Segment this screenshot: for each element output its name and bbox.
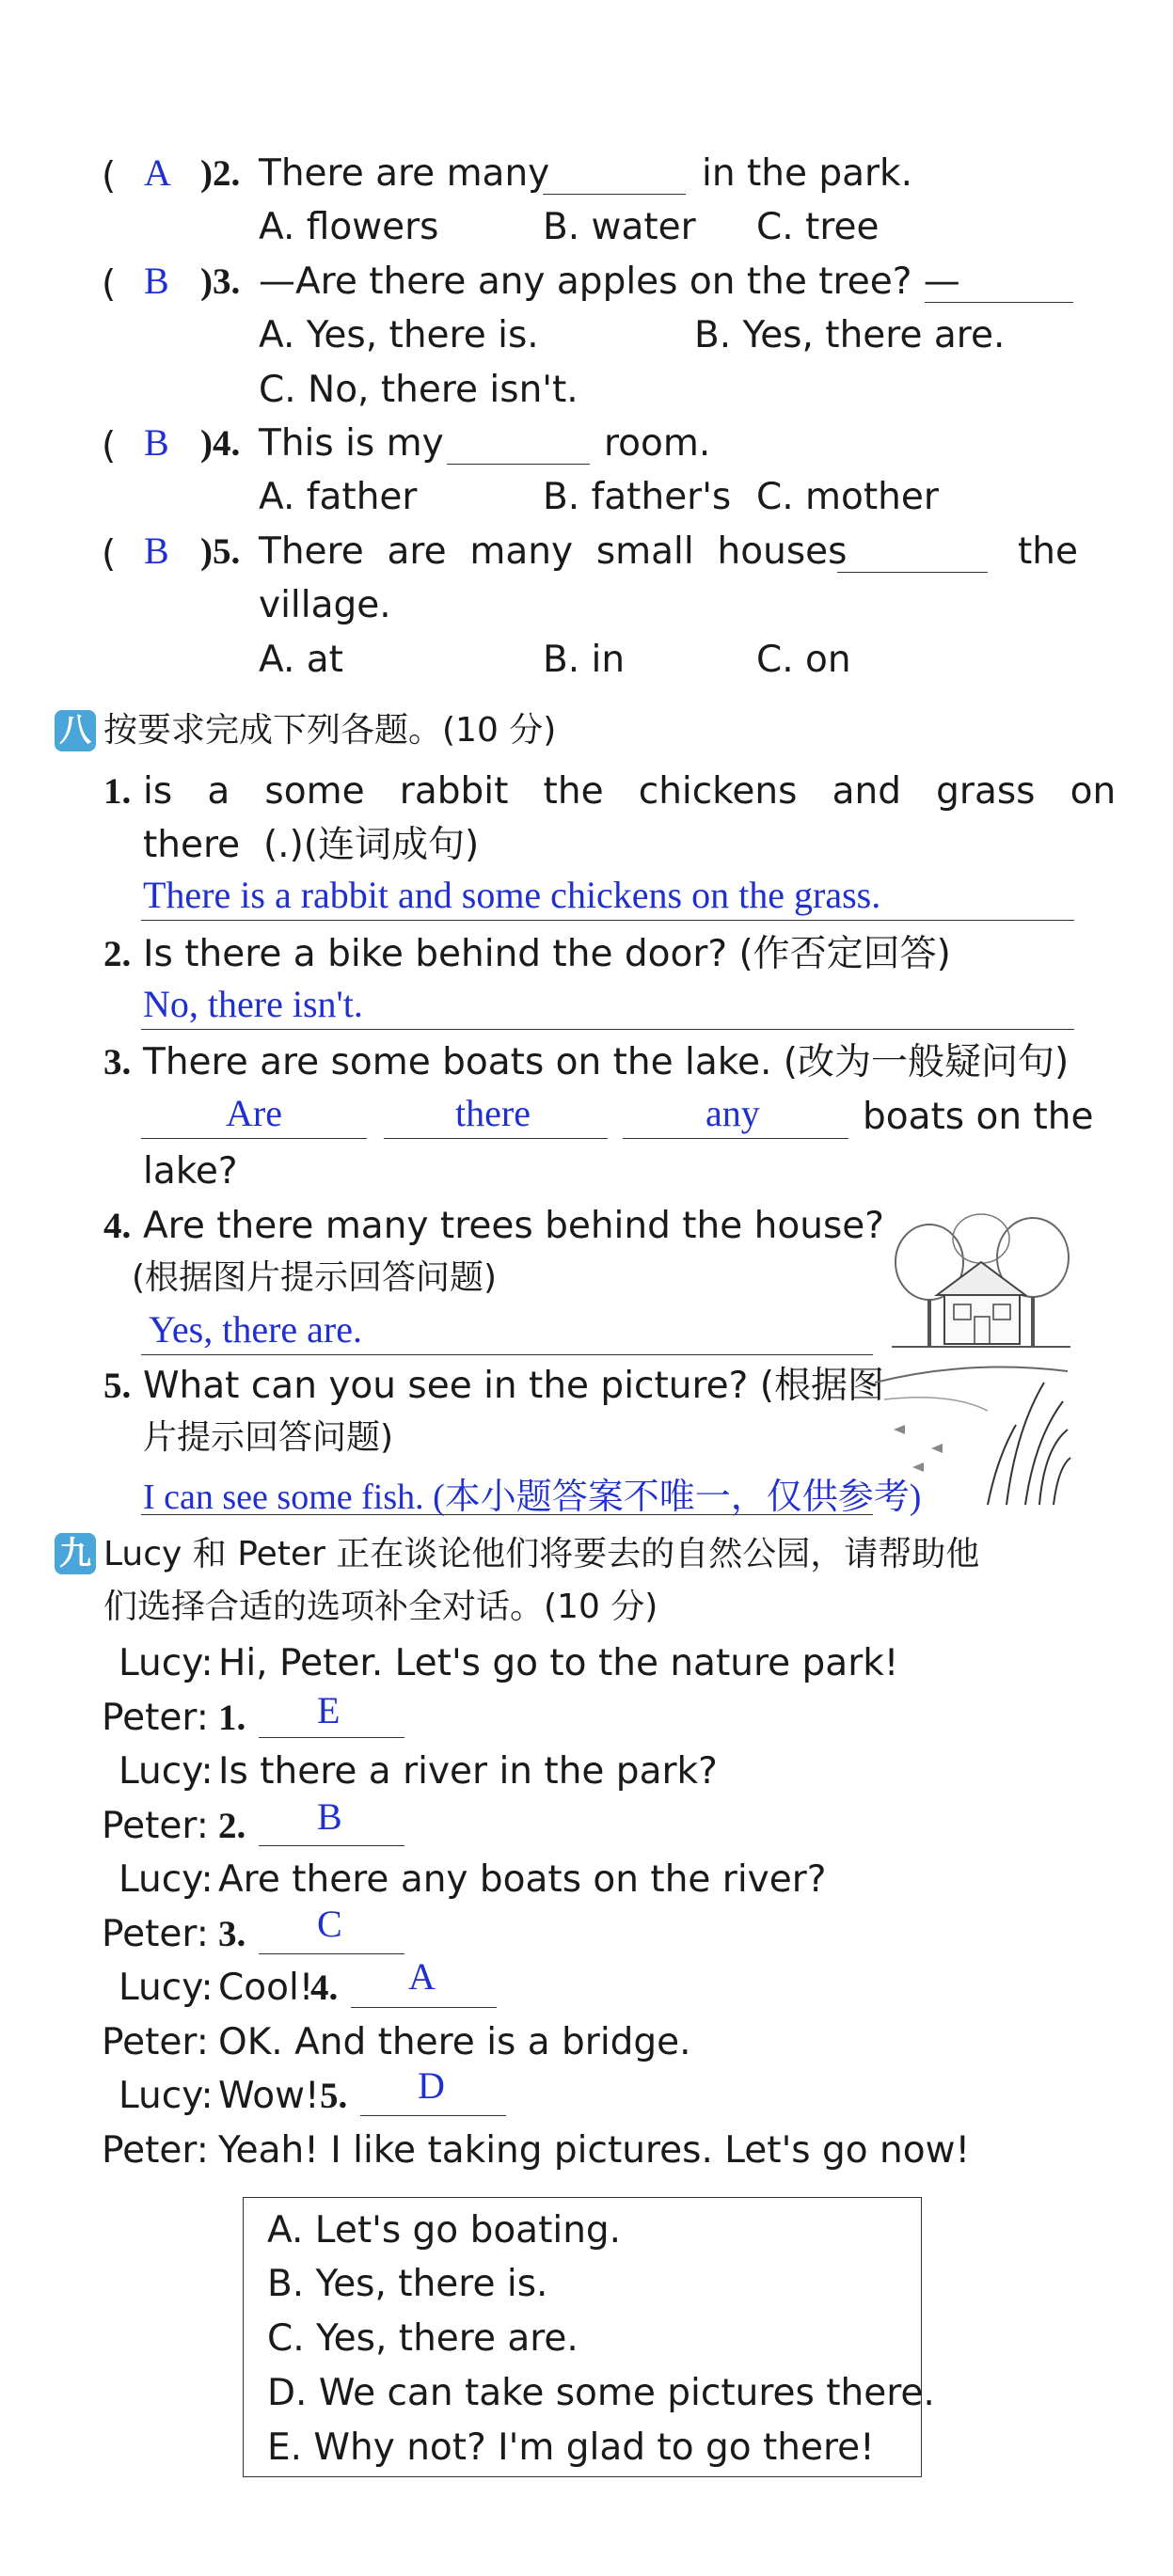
answer-line[interactable] bbox=[141, 1514, 873, 1515]
answer-blank[interactable] bbox=[925, 302, 1073, 303]
q3-option-a: A. Yes, there is. bbox=[259, 314, 539, 356]
s8-q2-text: Is there a bike behind the door? (作否定回答) bbox=[143, 933, 951, 975]
section-9-title-line2: 们选择合适的选项补全对话。(10 分) bbox=[103, 1588, 658, 1626]
answer-blank[interactable] bbox=[259, 1737, 404, 1738]
dialog-answer: B bbox=[317, 1795, 342, 1838]
answer-blank[interactable] bbox=[447, 464, 590, 465]
dialog-text: Yeah! I like taking pictures. Let's go now! bbox=[218, 2129, 971, 2172]
paren-open: ( bbox=[102, 425, 117, 467]
q3-option-b: B. Yes, there are. bbox=[694, 314, 1006, 356]
s8-q3-answer-1: Are bbox=[226, 1092, 282, 1134]
s8-q3-number: 3. bbox=[103, 1042, 132, 1083]
q4-option-b: B. father's bbox=[543, 476, 732, 518]
q5-number: )5. bbox=[200, 531, 241, 572]
house-trees-picture bbox=[892, 1206, 1070, 1356]
dialog-speaker: Peter: bbox=[102, 2021, 209, 2063]
q5-answer: B bbox=[144, 529, 169, 572]
s8-q3-answer-3: any bbox=[705, 1092, 760, 1134]
dialog-speaker: Lucy: bbox=[119, 1750, 214, 1793]
paren-open: ( bbox=[102, 533, 117, 576]
dialog-answer: C bbox=[317, 1903, 342, 1945]
q3-stem: —Are there any apples on the tree? — bbox=[259, 261, 960, 303]
dialog-text: Cool! bbox=[218, 1967, 314, 2009]
q3-number: )3. bbox=[200, 261, 241, 302]
s8-q4-answer: Yes, there are. bbox=[149, 1308, 362, 1351]
pond-fish-picture bbox=[875, 1354, 1072, 1505]
q2-option-b: B. water bbox=[543, 206, 696, 248]
answer-blank[interactable] bbox=[351, 2007, 497, 2008]
section-9-title-line1: Lucy 和 Peter 正在谈论他们将要去的自然公园，请帮助他 bbox=[103, 1535, 980, 1573]
q2-answer: A bbox=[144, 151, 171, 194]
option-d: D. We can take some pictures there. bbox=[267, 2372, 935, 2414]
dialog-speaker: Lucy: bbox=[119, 2075, 214, 2117]
answer-line[interactable] bbox=[141, 1029, 1074, 1030]
s8-q5-text: What can you see in the picture? (根据图 bbox=[143, 1365, 884, 1407]
q4-number: )4. bbox=[200, 423, 241, 464]
q4-option-a: A. father bbox=[259, 476, 418, 518]
s8-q5-answer: I can see some fish. (本小题答案不唯一，仅供参考) bbox=[143, 1478, 922, 1517]
s8-q2-answer: No, there isn't. bbox=[143, 983, 363, 1025]
q3-answer: B bbox=[144, 260, 169, 302]
answer-blank[interactable] bbox=[623, 1138, 848, 1139]
q4-stem: This is my bbox=[259, 422, 444, 465]
answer-blank[interactable] bbox=[543, 194, 686, 195]
q4-answer: B bbox=[144, 421, 169, 464]
answer-blank[interactable] bbox=[259, 1845, 404, 1846]
s8-q3-tail-line2: lake? bbox=[143, 1150, 238, 1193]
dialog-answer: D bbox=[418, 2064, 445, 2107]
s8-q4-text: Are there many trees behind the house? bbox=[143, 1205, 884, 1247]
s8-q3-tail: boats on the bbox=[863, 1096, 1094, 1138]
dialog-speaker: Lucy: bbox=[119, 1642, 214, 1684]
dialog-text: OK. And there is a bridge. bbox=[218, 2021, 691, 2063]
dialog-speaker: Peter: bbox=[102, 1697, 209, 1739]
dialog-speaker: Lucy: bbox=[119, 1967, 214, 2009]
answer-blank[interactable] bbox=[259, 1953, 404, 1954]
answer-line[interactable] bbox=[141, 920, 1074, 921]
q2-option-a: A. flowers bbox=[259, 206, 439, 248]
dialog-blank-number: 1. bbox=[218, 1698, 246, 1738]
q4-option-c: C. mother bbox=[756, 476, 939, 518]
section-8-title: 按要求完成下列各题。(10 分) bbox=[103, 711, 557, 750]
section-9-icon: 九 bbox=[55, 1533, 96, 1574]
dialog-answer: E bbox=[317, 1689, 341, 1731]
q5-option-c: C. on bbox=[756, 639, 851, 681]
dialog-blank-number: 4. bbox=[310, 1968, 339, 2008]
s8-q1-instruction: there (.)(连词成句) bbox=[143, 824, 480, 866]
dialog-blank-number: 5. bbox=[320, 2076, 348, 2116]
dialog-speaker: Peter: bbox=[102, 2129, 209, 2172]
q5-stem-end: the bbox=[1018, 530, 1079, 573]
q2-stem: There are many bbox=[259, 152, 550, 195]
option-b: B. Yes, there is. bbox=[267, 2263, 548, 2305]
paren-open: ( bbox=[102, 155, 117, 198]
dialog-blank-number: 2. bbox=[218, 1806, 246, 1846]
dialog-answer: A bbox=[408, 1955, 436, 1998]
dialog-text: Hi, Peter. Let's go to the nature park! bbox=[218, 1642, 899, 1684]
dialog-blank-number: 3. bbox=[218, 1914, 246, 1954]
s8-q3-text: There are some boats on the lake. (改为一般疑问句) bbox=[143, 1041, 1070, 1083]
s8-q5-instruction: 片提示回答问题) bbox=[143, 1418, 394, 1457]
dialog-text: Wow! bbox=[218, 2075, 320, 2117]
dialog-text: Is there a river in the park? bbox=[218, 1750, 718, 1793]
s8-q4-number: 4. bbox=[103, 1206, 132, 1246]
answer-blank[interactable] bbox=[360, 2115, 506, 2116]
answer-blank[interactable] bbox=[141, 1138, 367, 1139]
option-e: E. Why not? I'm glad to go there! bbox=[267, 2426, 875, 2469]
q5-stem: There are many small houses bbox=[259, 530, 848, 573]
dialog-speaker: Peter: bbox=[102, 1805, 209, 1847]
dialog-speaker: Lucy: bbox=[119, 1858, 214, 1901]
q3-option-c: C. No, there isn't. bbox=[259, 369, 579, 411]
answer-blank[interactable] bbox=[837, 572, 988, 573]
option-c: C. Yes, there are. bbox=[267, 2317, 579, 2360]
q2-stem-end: in the park. bbox=[702, 152, 913, 195]
dialog-text: Are there any boats on the river? bbox=[218, 1858, 827, 1901]
answer-blank[interactable] bbox=[384, 1138, 608, 1139]
s8-q1-words: is a some rabbit the chickens and grass on bbox=[143, 770, 1117, 813]
q5-option-b: B. in bbox=[543, 639, 626, 681]
s8-q3-answer-2: there bbox=[455, 1092, 531, 1134]
q4-stem-end: room. bbox=[604, 422, 711, 465]
paren-open: ( bbox=[102, 263, 117, 306]
s8-q1-answer: There is a rabbit and some chickens on the grass. bbox=[143, 874, 881, 916]
s8-q1-number: 1. bbox=[103, 771, 132, 812]
option-a: A. Let's go boating. bbox=[267, 2209, 622, 2252]
section-8-icon: 八 bbox=[55, 710, 96, 751]
q5-option-a: A. at bbox=[259, 639, 343, 681]
answer-line[interactable] bbox=[141, 1354, 873, 1355]
s8-q2-number: 2. bbox=[103, 934, 132, 974]
s8-q4-instruction: (根据图片提示回答问题) bbox=[132, 1258, 498, 1297]
q2-number: )2. bbox=[200, 153, 241, 194]
dialog-speaker: Peter: bbox=[102, 1913, 209, 1955]
q2-option-c: C. tree bbox=[756, 206, 880, 248]
q5-stem-line2: village. bbox=[259, 584, 391, 626]
s8-q5-number: 5. bbox=[103, 1366, 132, 1406]
